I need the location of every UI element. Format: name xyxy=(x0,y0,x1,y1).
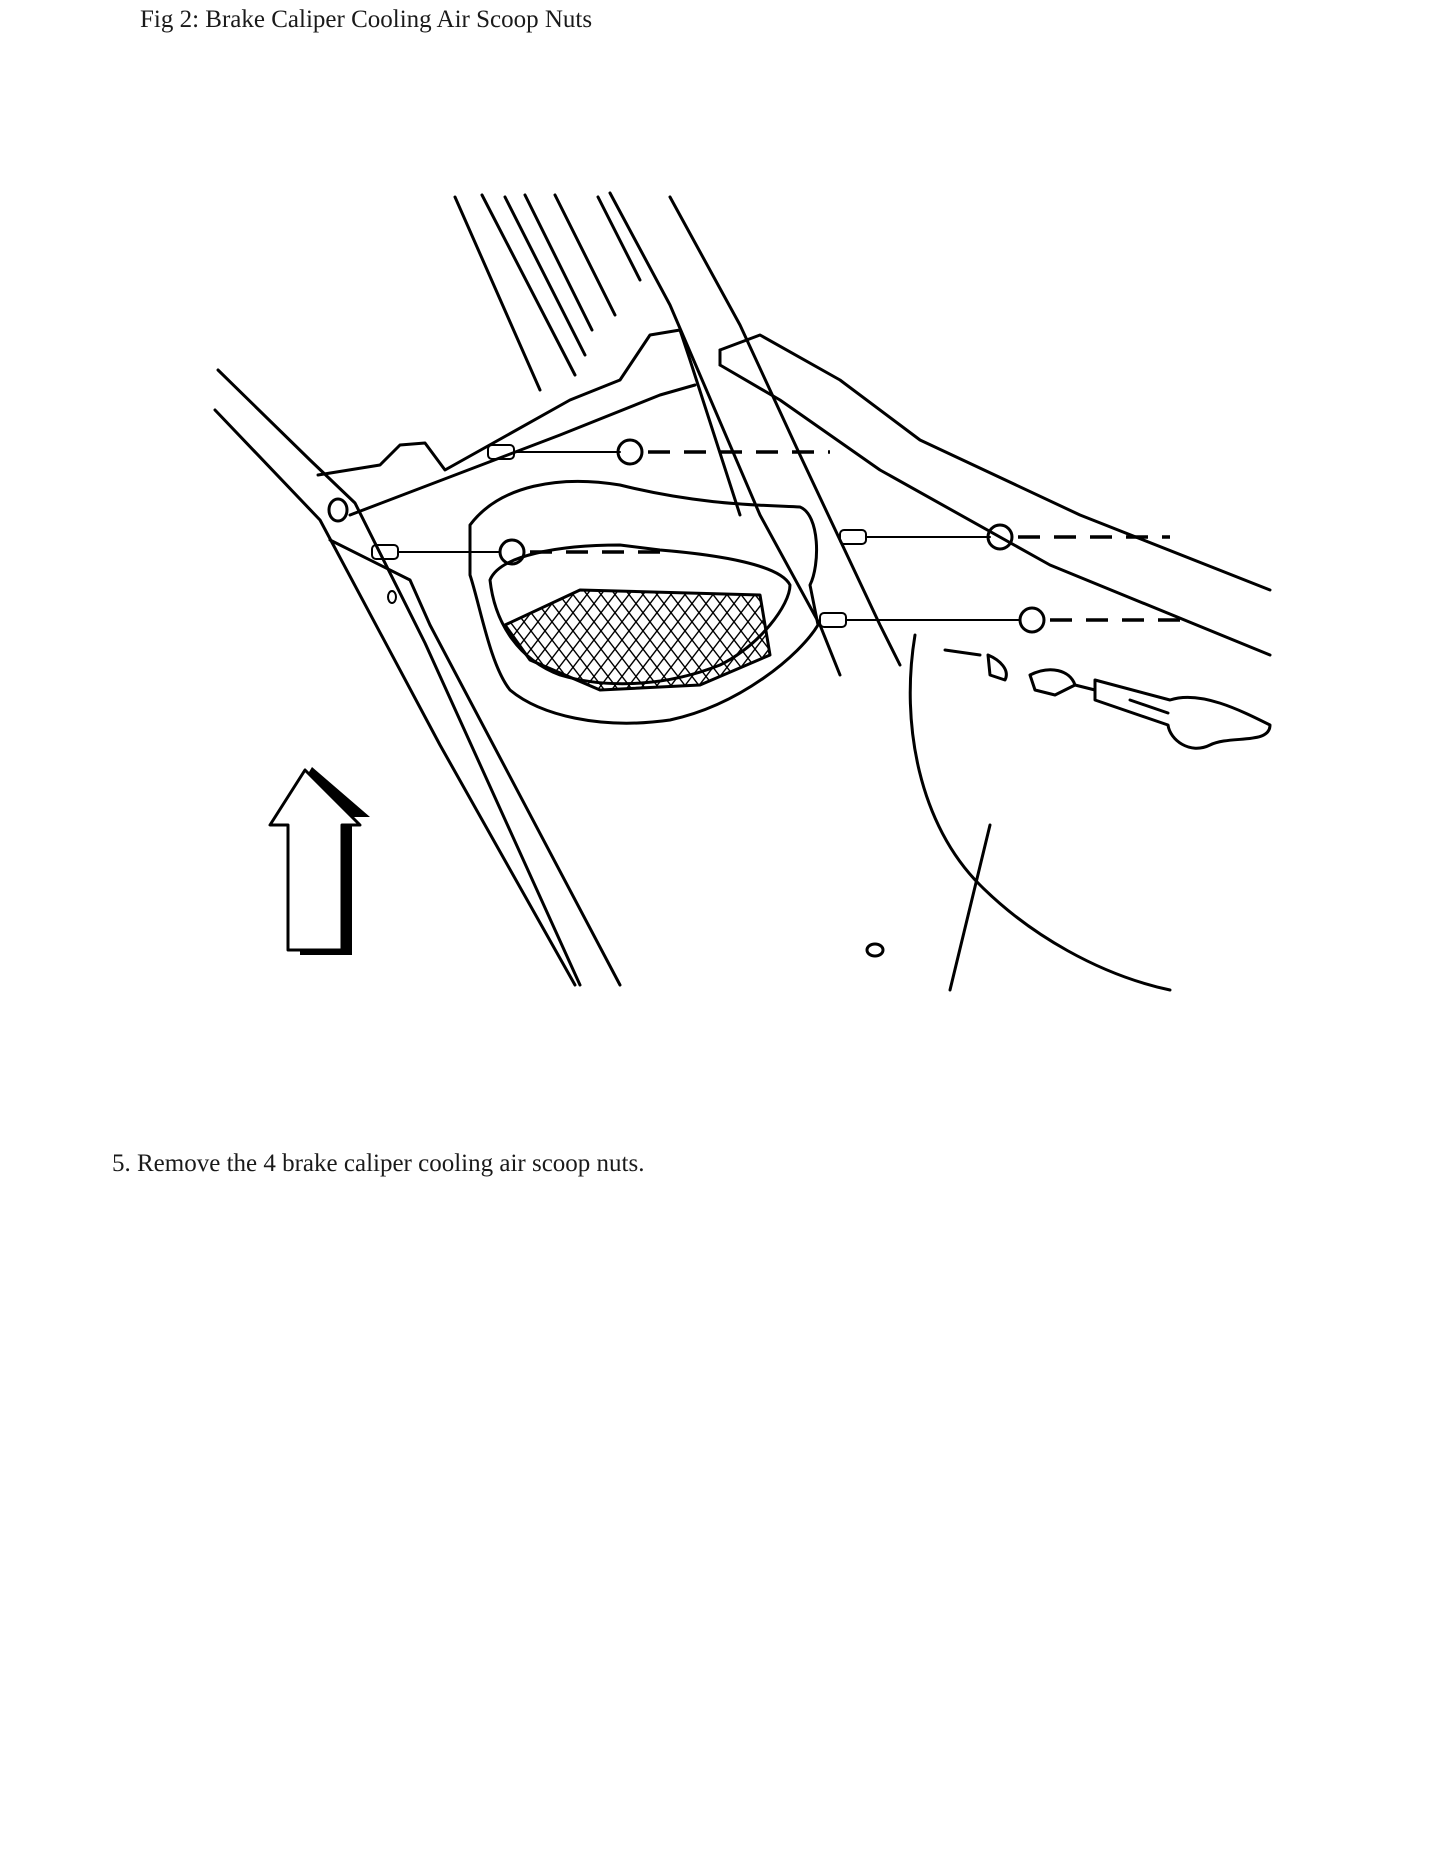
brake-scoop-diagram xyxy=(200,185,1280,995)
trim-piece-3 xyxy=(1095,680,1270,748)
instruction-step: 5. Remove the 4 brake caliper cooling air scoop nuts. xyxy=(112,1150,645,1177)
body-panel-edge xyxy=(218,370,580,985)
small-hole xyxy=(388,591,396,603)
pillar-line-2 xyxy=(482,195,575,375)
up-arrow-icon xyxy=(270,767,370,955)
pillar-line-3 xyxy=(505,197,585,355)
trim-piece-2 xyxy=(1030,670,1075,695)
bracket-hole xyxy=(329,499,347,521)
lower-hole xyxy=(867,944,883,956)
trim-piece-1 xyxy=(988,655,1006,680)
figure-caption: Fig 2: Brake Caliper Cooling Air Scoop Nuts xyxy=(140,6,593,33)
pillar-line-7 xyxy=(610,193,840,675)
trim-link xyxy=(945,650,1168,713)
lower-strut xyxy=(950,825,990,990)
figure-illustration xyxy=(200,185,1280,995)
stud-nut-3 xyxy=(840,525,1170,549)
body-panel-edge-lower xyxy=(330,540,620,985)
pillar-line-4 xyxy=(525,195,592,330)
